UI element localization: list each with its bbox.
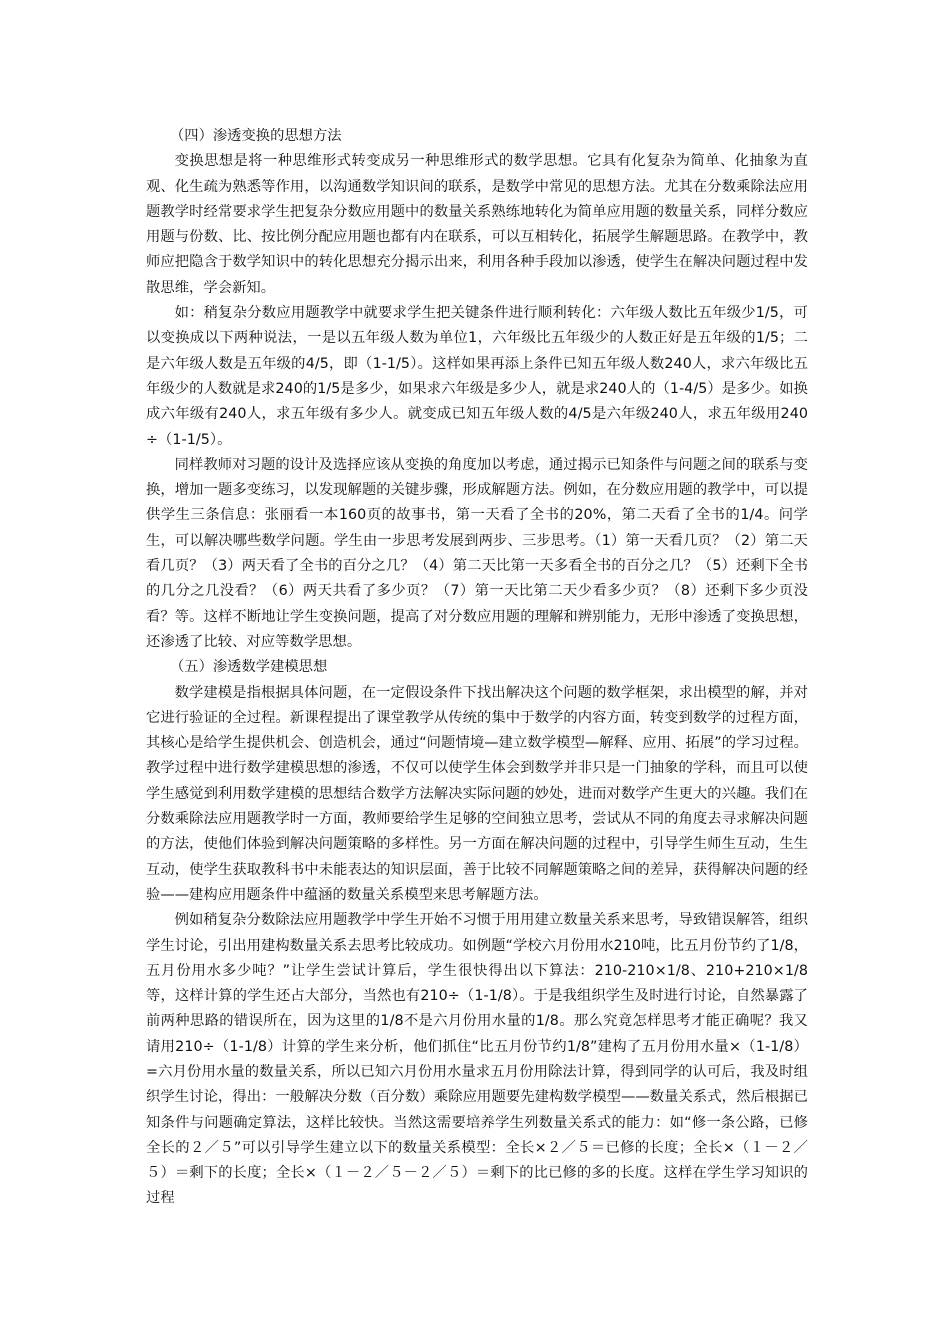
section-4-paragraph-1: 变换思想是将一种思维形式转变成另一种思维形式的数学思想。它具有化复杂为简单、化抽象为直观、化生疏为熟悉等作用，以沟通数学知识间的联系，是数学中常见的思想方法。尤其在分数乘除法应用题教学时经常要求学生把复杂分数应用题中的数量关系熟练地转化为简单应用题的数量关系，同样分数应用题与份数、比、按比例分配应用题也都有内在联系，可以互相转化，拓展学生解题思路。在教学中，教师应把隐含于数学知识中的转化思想充分揭示出来，利用各种手段加以渗透，使学生在解决问题过程中发散思维，学会新知。 <box>146 153 808 296</box>
section-5-paragraph-1: 数学建模是指根据具体问题，在一定假设条件下找出解决这个问题的数学框架，求出模型的解，并对它进行验证的全过程。新课程提出了课堂教学从传统的集中于数学的内容方面，转变到数学的过程方面，其核心是给学生提供机会、创造机会，通过“问题情境—建立数学模型—解释、应用、拓展”的学习过程。教学过程中进行数学建模思想的渗透，不仅可以使学生体会到数学并非只是一门抽象的学科，而且可以使学生感觉到利用数学建模的思想结合数学方法解决实际问题的妙处，进而对数学产生更大的兴趣。我们在分数乘除法应用题教学时一方面，教师要给学生足够的空间独立思考，尝试从不同的角度去寻求解决问题的方法，使他们体验到解决问题策略的多样性。另一方面在解决问题的过程中，引导学生师生互动，生生互动，使学生获取教科书中未能表达的知识层面，善于比较不同解题策略之间的差异，获得解决问题的经验——建构应用题条件中蕴涵的数量关系模型来思考解题方法。 <box>146 684 808 903</box>
document-page <box>146 124 808 1212</box>
section-4-paragraph-2: 如：稍复杂分数应用题教学中就要求学生把关键条件进行顺利转化：六年级人数比五年级少1/5，可以变换成以下两种说法，一是以五年级人数为单位1，六年级比五年级少的人数正好是五年级的1/5；二是六年级人数是五年级的4/5，即（1-1/5）。这样如果再添上条件已知五年级人数240人，求六年级比五年级少的人数就是求240的1/5是多少，如果求六年级是多少人，就是求240人的（1-4/5）是多少。如换成六年级有240人，求五年级有多少人。就变成已知五年级人数的4/5是六年级240人，求五年级用240÷（1-1/5）。 <box>146 305 808 448</box>
section-5-title: （五）渗透数学建模思想 <box>170 659 328 676</box>
section-4-title: （四）渗透变换的思想方法 <box>170 128 342 144</box>
section-5-paragraph-2: 例如稍复杂分数除法应用题教学中学生开始不习惯于用用建立数量关系来思考，导致错误解答，组织学生讨论，引出用建构数量关系去思考比较成功。如例题“学校六月份用水210吨，比五月份节约了1/8，五月份用水多少吨？”让学生尝试计算后，学生很快得出以下算法：210-210×1/8、210+210×1/8等，这样计算的学生还占大部分，当然也有210÷（1-1/8）。于是我组织学生及时进行讨论，自然暴露了前两种思路的错误所在，因为这里的1/8不是六月份用水量的1/8。那么究竟怎样思考才能正确呢？我又请用210÷（1-1/8）计算的学生来分析，他们抓住“比五月份节约1/8”建构了五月份用水量×（1-1/8）=六月份用水量的数量关系，所以已知六月份用水量求五月份用除法计算，得到同学的认可后，我及时组织学生讨论，得出：一般解决分数（百分数）乘除应用题要先建构数学模型——数量关系式，然后根据已知条件与问题确定算法，这样比较快。当然这需要培养学生列数量关系式的能力：如“修一条公路，已修全长的２／５”可以引导学生建立以下的数量关系模型：全长×２／５＝已修的长度；全长×（１－２／５）＝剩下的长度；全长×（１－２／５－２／５）＝剩下的比已修的多的长度。这样在学生学习知识的过程 <box>146 912 808 1207</box>
section-4-paragraph-3: 同样教师对习题的设计及选择应该从变换的角度加以考虑，通过揭示已知条件与问题之间的联系与变换，增加一题多变练习，以发现解题的关键步骤，形成解题方法。例如，在分数应用题的教学中，可以提供学生三条信息：张丽看一本160页的故事书，第一天看了全书的20%，第二天看了全书的1/4。问学生，可以解决哪些数学问题。学生由一步思考发展到两步、三步思考。（1）第一天看几页？（2）第二天看几页？（3）两天看了全书的百分之几？（4）第二天比第一天多看全书的百分之几？（5）还剩下全书的几分之几没看？（6）两天共看了多少页？（7）第一天比第二天少看多少页？（8）还剩下多少页没看？等。这样不断地让学生变换问题，提高了对分数应用题的理解和辨别能力，无形中渗透了变换思想，还渗透了比较、对应等数学思想。 <box>146 456 808 650</box>
